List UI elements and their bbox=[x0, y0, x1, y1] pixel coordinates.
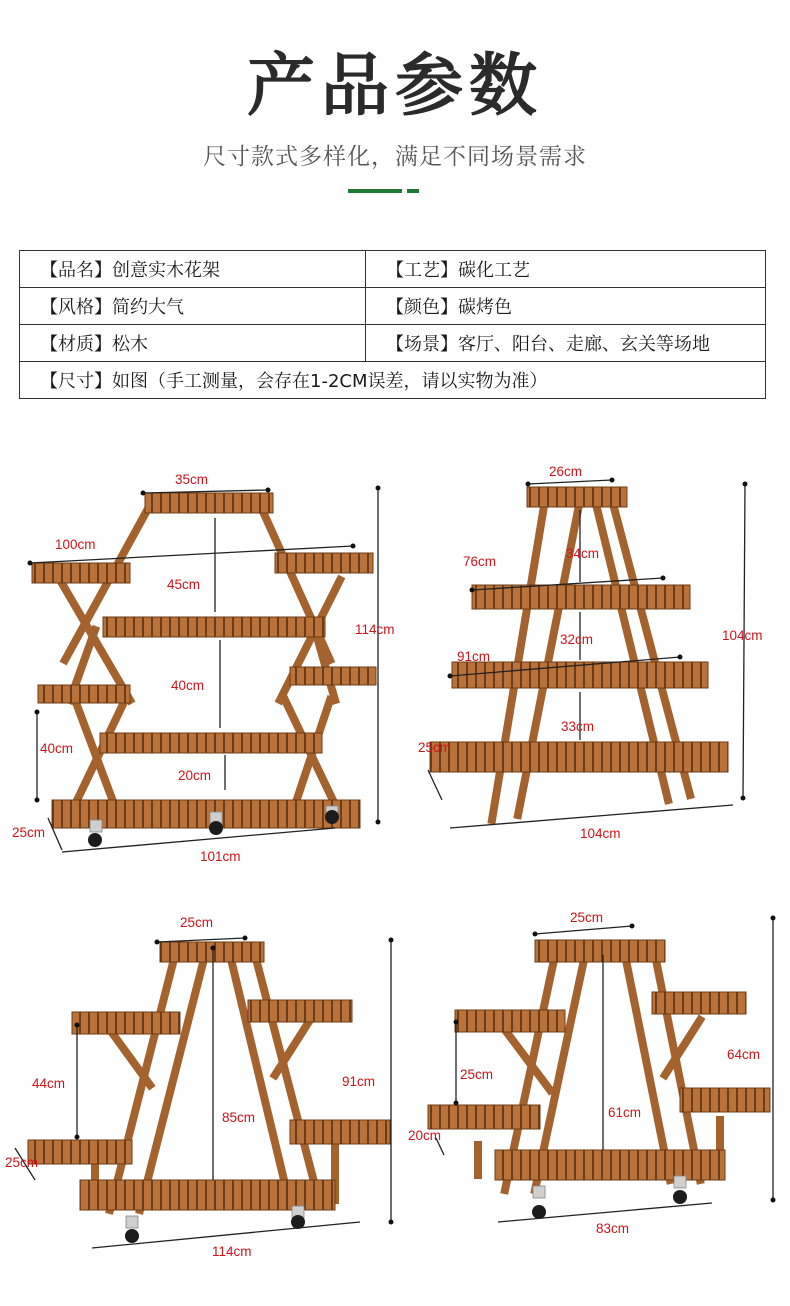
dim-width: 83cm bbox=[596, 1221, 630, 1236]
product-diagrams bbox=[0, 420, 790, 1300]
spec-label: 【品名】 bbox=[40, 260, 112, 281]
spec-cell bbox=[20, 325, 366, 362]
spec-row bbox=[20, 325, 766, 362]
dim-depth: 25cm bbox=[12, 825, 46, 840]
spec-cell bbox=[366, 325, 766, 362]
spec-label: 【工艺】 bbox=[386, 260, 458, 281]
spec-label: 【尺寸】 bbox=[40, 371, 112, 392]
dim-gap-1: 34cm bbox=[566, 546, 600, 561]
product-a-frame-small-stand bbox=[408, 910, 776, 1236]
spec-value: 创意实木花架 bbox=[112, 260, 220, 281]
page-subtitle: 尺寸款式多样化，满足不同场景需求 bbox=[203, 144, 587, 170]
dim-gap-1: 45cm bbox=[167, 577, 201, 592]
product-hexagon-stand bbox=[12, 472, 395, 864]
a-frame-wheels bbox=[125, 1206, 305, 1243]
spec-value: 松木 bbox=[112, 334, 148, 355]
dim-depth: 25cm bbox=[418, 740, 452, 755]
dim-top: 26cm bbox=[549, 464, 583, 479]
dim-span: 100cm bbox=[55, 537, 96, 552]
dim-depth: 20cm bbox=[408, 1128, 442, 1143]
spec-row bbox=[20, 288, 766, 325]
spec-label: 【颜色】 bbox=[386, 297, 458, 318]
spec-row bbox=[20, 251, 766, 288]
dim-width: 104cm bbox=[580, 826, 621, 841]
spec-value: 简约大气 bbox=[112, 297, 184, 318]
spec-cell bbox=[20, 251, 366, 288]
dim-height: 114cm bbox=[355, 622, 395, 637]
accent-bar bbox=[348, 189, 402, 193]
dim-height: 64cm bbox=[727, 1047, 761, 1062]
product-a-frame-stand bbox=[5, 915, 394, 1259]
accent-bar-short bbox=[407, 189, 419, 193]
spec-cell bbox=[20, 362, 766, 399]
a-frame-frame bbox=[95, 955, 335, 1210]
dim-width: 101cm bbox=[200, 849, 241, 864]
dim-height: 91cm bbox=[342, 1074, 376, 1089]
dim-top: 25cm bbox=[180, 915, 214, 930]
spec-value: 客厅、阳台、走廊、玄关等场地 bbox=[458, 334, 710, 355]
dim-side: 40cm bbox=[40, 741, 74, 756]
dim-side: 25cm bbox=[460, 1067, 494, 1082]
dim-gap-3: 33cm bbox=[561, 719, 595, 734]
dim-gap-2: 40cm bbox=[171, 678, 205, 693]
product-ladder-stand bbox=[418, 464, 763, 841]
dim-shelf-3: 91cm bbox=[457, 649, 491, 664]
spec-cell bbox=[366, 288, 766, 325]
dim-shelf-2: 76cm bbox=[463, 554, 497, 569]
dim-height: 104cm bbox=[722, 628, 763, 643]
spec-value: 碳化工艺 bbox=[458, 260, 530, 281]
spec-value: 碳烤色 bbox=[458, 297, 512, 318]
dim-side: 44cm bbox=[32, 1076, 66, 1091]
spec-cell bbox=[366, 251, 766, 288]
spec-label: 【风格】 bbox=[40, 297, 112, 318]
dim-gap-2: 32cm bbox=[560, 632, 594, 647]
page-title: 产品参数 bbox=[246, 47, 543, 126]
spec-table bbox=[19, 250, 766, 399]
spec-row bbox=[20, 362, 766, 399]
spec-value: 如图（手工测量，会存在1-2CM误差，请以实物为准） bbox=[112, 371, 548, 392]
dim-depth: 25cm bbox=[5, 1155, 39, 1170]
dim-center: 61cm bbox=[608, 1105, 642, 1120]
dim-width: 114cm bbox=[212, 1244, 252, 1259]
dim-top: 35cm bbox=[175, 472, 209, 487]
spec-label: 【场景】 bbox=[386, 334, 458, 355]
dim-center: 85cm bbox=[222, 1110, 256, 1125]
spec-label: 【材质】 bbox=[40, 334, 112, 355]
spec-cell bbox=[20, 288, 366, 325]
dim-top: 25cm bbox=[570, 910, 604, 925]
dim-gap-3: 20cm bbox=[178, 768, 212, 783]
